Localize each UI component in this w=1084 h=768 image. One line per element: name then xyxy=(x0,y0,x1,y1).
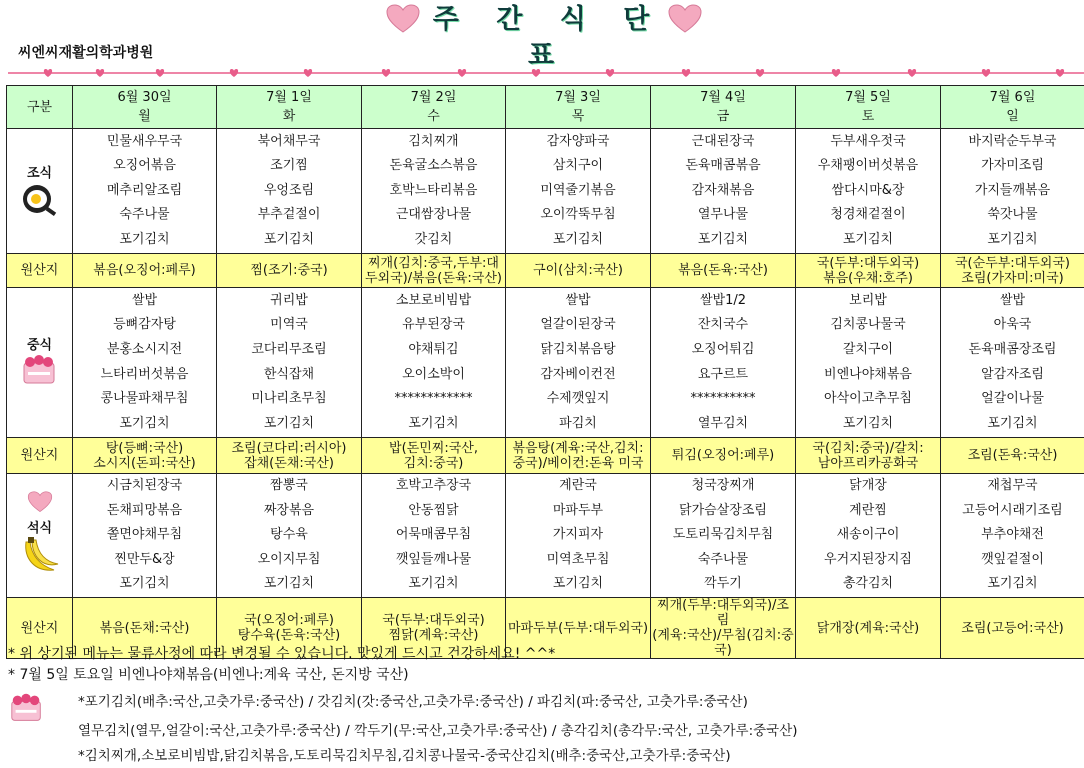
menu-item: 포기김치 xyxy=(263,576,315,592)
menu-item: 요구르트 xyxy=(697,366,749,382)
menu-item: 북어채무국 xyxy=(257,133,321,149)
heart-icon xyxy=(982,69,990,77)
menu-item: 김치찌개 xyxy=(408,133,459,149)
heart-icon xyxy=(156,69,164,77)
day-date: 7월 4일 xyxy=(700,90,746,105)
menu-item: 돈육굴소스볶음 xyxy=(389,158,478,174)
heart-icon xyxy=(1056,69,1064,77)
menu-item: 도토리묵김치무침 xyxy=(672,527,774,543)
menu-item: 포기김치 xyxy=(263,415,315,431)
heart-icon xyxy=(682,69,690,77)
menu-cell xyxy=(941,288,1084,438)
menu-item: 소보로비빔밥 xyxy=(395,292,472,308)
menu-cell xyxy=(506,129,651,254)
heart-icon xyxy=(386,4,420,34)
note-line: * 위 상기된 메뉴는 물류사정에 따라 변경될 수 있습니다. 맛있게 드시고 건강하세요! ^^* xyxy=(8,646,556,662)
menu-item: 오이소박이 xyxy=(402,366,465,382)
cake-icon xyxy=(20,353,60,387)
menu-item: 포기김치 xyxy=(408,415,459,431)
menu-cell xyxy=(362,474,506,598)
menu-item: 닭김치볶음탕 xyxy=(540,341,616,357)
day-weekday: 토 xyxy=(861,109,875,124)
origin-cell xyxy=(941,598,1084,659)
menu-item: 오징어볶음 xyxy=(113,158,176,174)
cake-icon xyxy=(8,690,46,726)
menu-item: 돈채피망볶음 xyxy=(106,502,183,518)
origin-text: 닭개장(계육:국산) xyxy=(816,620,920,636)
origin-text: 잡채(돈채:국산) xyxy=(244,455,334,471)
origin-cell xyxy=(506,254,651,288)
day-date: 7월 3일 xyxy=(555,90,601,105)
origin-text: 볶음(우채:호주) xyxy=(823,270,913,286)
heart-icon xyxy=(382,69,390,77)
origin-text: 튀김(오징어:페루) xyxy=(671,448,775,463)
menu-item: 총각김치 xyxy=(842,576,894,592)
menu-item: 찐만두&장 xyxy=(114,551,175,567)
day-weekday: 목 xyxy=(571,109,585,124)
menu-item: 메추리알조림 xyxy=(106,182,183,198)
origin-text: 탕수육(돈육:국산) xyxy=(237,628,341,643)
menu-item: 포기김치 xyxy=(263,231,315,247)
menu-item: 김치콩나물국 xyxy=(830,317,906,333)
heart-icon xyxy=(304,69,312,77)
menu-item: 숙주나물 xyxy=(119,207,170,223)
menu-item: 바지락순두부국 xyxy=(968,133,1057,149)
menu-item: 미역국 xyxy=(270,317,308,333)
origin-text: 국(순두부:대두외국) xyxy=(955,255,1070,271)
menu-item: 감자채볶음 xyxy=(691,182,755,198)
menu-item: 파김치 xyxy=(559,415,597,431)
origin-text: 마파두부(두부:대두외국) xyxy=(507,620,649,636)
banana-icon xyxy=(20,536,60,576)
menu-item: 아삭이고추무침 xyxy=(824,391,912,407)
origin-text: 조림(코다리:러시아) xyxy=(231,440,347,456)
weekly-menu-table xyxy=(6,85,1084,659)
heart-icon xyxy=(832,69,840,77)
menu-item: 포기김치 xyxy=(119,576,170,592)
breakfast-origin-row xyxy=(7,254,1084,288)
menu-cell xyxy=(651,474,796,598)
menu-item: 닭가슴살장조림 xyxy=(679,502,767,518)
menu-cell xyxy=(73,474,217,598)
menu-cell xyxy=(73,129,217,254)
heart-divider xyxy=(8,68,1084,78)
menu-item: 포기김치 xyxy=(552,231,604,247)
menu-item: 알감자조림 xyxy=(981,366,1044,382)
menu-item: 부추겉절이 xyxy=(257,207,321,223)
menu-cell xyxy=(941,129,1084,254)
menu-item: 포기김치 xyxy=(987,231,1038,247)
origin-text: 국(두부:대두외국) xyxy=(816,255,920,271)
menu-cell xyxy=(73,288,217,438)
menu-cell xyxy=(651,288,796,438)
origin-cell xyxy=(796,598,941,659)
origin-text: 볶음(돈육:국산) xyxy=(678,263,768,278)
heart-icon xyxy=(756,69,764,77)
breakfast-label: 조식 xyxy=(26,165,53,181)
origin-text: 소시지(돈피:국산) xyxy=(93,455,196,471)
menu-item: 돈육매콤장조림 xyxy=(968,341,1057,357)
menu-cell xyxy=(217,474,362,598)
note-line: *김치찌개,소보로비빔밥,닭김치볶음,도토리묵김치무침,김치콩나물국-중국산김치(배추:중국산,고춧가루:중국산) xyxy=(78,748,731,764)
breakfast-row xyxy=(7,129,1084,254)
menu-item: 우거지된장지짐 xyxy=(824,551,912,567)
lunch-label: 중식 xyxy=(26,338,53,353)
origin-cell xyxy=(651,254,796,288)
page-title: 주 간 식 단 표 xyxy=(432,4,664,71)
menu-cell xyxy=(941,474,1084,598)
origin-cell xyxy=(651,438,796,474)
origin-cell xyxy=(217,254,362,288)
day-weekday: 화 xyxy=(282,109,296,124)
menu-cell xyxy=(362,129,506,254)
menu-item: 포기김치 xyxy=(408,576,459,592)
menu-item: 아욱국 xyxy=(993,317,1032,333)
menu-item: 느타리버섯볶음 xyxy=(100,366,189,382)
origin-cell xyxy=(941,254,1084,288)
origin-text: 김치:중국) xyxy=(403,455,464,471)
origin-cell xyxy=(73,438,217,474)
origin-cell xyxy=(796,438,941,474)
menu-item: 우채팽이버섯볶음 xyxy=(817,158,919,174)
day-header xyxy=(506,86,651,129)
menu-item: 조기찜 xyxy=(270,158,308,174)
origin-cell xyxy=(362,254,506,288)
day-weekday: 금 xyxy=(716,109,730,124)
origin-label: 원산지 xyxy=(7,598,73,659)
header-row xyxy=(7,86,1084,129)
menu-item: 시금치된장국 xyxy=(106,478,183,494)
menu-item: ********** xyxy=(690,391,756,407)
menu-item: 열무나물 xyxy=(697,207,749,223)
menu-item: 쌀밥 xyxy=(565,292,591,308)
menu-item: 오이지무침 xyxy=(257,551,321,567)
origin-text: 조림(고등어:국산) xyxy=(961,620,1064,636)
menu-item: 포기김치 xyxy=(119,231,170,247)
menu-item: 분홍소시지전 xyxy=(106,341,183,357)
day-header xyxy=(796,86,941,129)
menu-item: 깻잎겉절이 xyxy=(981,551,1044,567)
heart-icon xyxy=(458,69,466,77)
heart-icon xyxy=(606,69,614,77)
menu-item: 오이깍뚝무침 xyxy=(540,207,616,223)
menu-cell xyxy=(796,288,941,438)
menu-item: 열무김치 xyxy=(697,415,749,431)
menu-item: 얼갈이나물 xyxy=(981,391,1044,407)
menu-item: 포기김치 xyxy=(987,576,1038,592)
note-line: * 7월 5일 토요일 비엔나야채볶음(비엔나:계육 국산, 돈지방 국산) xyxy=(8,667,409,683)
menu-cell xyxy=(651,129,796,254)
menu-item: 잔치국수 xyxy=(697,317,749,333)
menu-item: 삼치구이 xyxy=(552,158,604,174)
menu-item: 깍두기 xyxy=(704,576,742,592)
menu-item: 쌈다시마&장 xyxy=(831,182,905,198)
menu-item: 근대된장국 xyxy=(691,133,755,149)
origin-text: 탕(등뼈:국산) xyxy=(105,440,184,456)
menu-item: 깻잎들깨나물 xyxy=(395,551,472,567)
origin-text: (계육:국산)/무침(김치:중국) xyxy=(652,628,794,658)
menu-item: 콩나물파채무침 xyxy=(100,391,189,407)
menu-item: 미나리초무침 xyxy=(251,391,327,407)
origin-text: 구이(삼치:국산) xyxy=(533,263,623,278)
menu-item: 두부새우젓국 xyxy=(830,133,906,149)
origin-text: 국(두부:대두외국) xyxy=(382,613,485,628)
heart-icon xyxy=(230,69,238,77)
menu-item: 쌀밥1/2 xyxy=(699,292,747,308)
origin-text: 찜닭(계육:국산) xyxy=(388,628,479,643)
menu-cell xyxy=(362,288,506,438)
note-line: *포기김치(배추:국산,고춧가루:중국산) / 갓김치(갓:중국산,고춧가루:중국산) / 파김치(파:중국산, 고춧가루:중국산) xyxy=(78,694,748,710)
origin-label: 원산지 xyxy=(7,438,73,474)
day-date: 7월 6일 xyxy=(989,90,1036,105)
note-line: 열무김치(열무,얼갈이:국산,고춧가루:중국산) / 깍두기(무:국산,고춧가루:중국산) / 총각김치(총각무:국산, 고춧가루:중국산) xyxy=(78,723,798,739)
origin-text: 볶음탕(계육:국산,김치: xyxy=(512,440,644,456)
menu-item: 돈육매콤볶음 xyxy=(685,158,761,174)
heart-icon xyxy=(668,4,702,34)
menu-item: 미역초무침 xyxy=(546,551,610,567)
menu-item: 우엉조림 xyxy=(263,182,315,198)
menu-item: 포기김치 xyxy=(987,415,1038,431)
menu-item: 청경채겉절이 xyxy=(830,207,906,223)
hospital-name: 씨엔씨재활의학과병원 xyxy=(18,45,154,61)
origin-text: 두외국)/볶음(돈육:국산) xyxy=(365,270,502,286)
origin-text: 찌개(김치:중국,두부:대 xyxy=(368,255,499,271)
day-date: 7월 1일 xyxy=(266,90,312,105)
fried-egg-pan-icon xyxy=(20,181,60,217)
menu-item: 어묵매콤무침 xyxy=(395,527,472,543)
menu-item: 포기김치 xyxy=(552,576,604,592)
menu-item: 계란찜 xyxy=(849,502,887,518)
menu-item: ************ xyxy=(394,391,473,407)
menu-item: 근대쌈장나물 xyxy=(395,207,472,223)
menu-item: 코다리무조림 xyxy=(251,341,327,357)
menu-item: 유부된장국 xyxy=(402,317,465,333)
menu-item: 포기김치 xyxy=(842,415,894,431)
origin-text: 볶음(돈채:국산) xyxy=(99,620,190,636)
menu-item: 포기김치 xyxy=(697,231,749,247)
origin-text: 조림(돈육:국산) xyxy=(967,448,1058,463)
menu-item: 짬뽕국 xyxy=(270,478,308,494)
origin-cell xyxy=(362,438,506,474)
menu-item: 고등어시래기조림 xyxy=(962,502,1063,518)
menu-item: 귀리밥 xyxy=(270,292,308,308)
menu-cell xyxy=(506,288,651,438)
origin-cell xyxy=(796,254,941,288)
lunch-origin-row xyxy=(7,438,1084,474)
heart-icon xyxy=(908,69,916,77)
menu-item: 야채튀김 xyxy=(408,341,459,357)
menu-item: 안동찜닭 xyxy=(408,502,459,518)
origin-text: 중국)/베이컨:돈육 미국 xyxy=(512,455,644,471)
menu-cell xyxy=(796,474,941,598)
day-header xyxy=(651,86,796,129)
origin-cell xyxy=(941,438,1084,474)
day-date: 7월 2일 xyxy=(410,90,457,105)
menu-item: 닭개장 xyxy=(849,478,887,494)
menu-item: 감자베이컨전 xyxy=(540,366,616,382)
menu-item: 호박고추장국 xyxy=(395,478,472,494)
menu-item: 짜장볶음 xyxy=(263,502,315,518)
day-weekday: 일 xyxy=(1006,109,1019,124)
menu-item: 부추야채전 xyxy=(981,527,1044,543)
menu-item: 재첩무국 xyxy=(987,478,1038,494)
lunch-label-cell xyxy=(7,288,73,438)
origin-cell xyxy=(506,438,651,474)
menu-item: 등뼈감자탕 xyxy=(113,317,176,333)
menu-item: 쫄면야채무침 xyxy=(106,527,183,543)
menu-item: 얼갈이된장국 xyxy=(540,317,616,333)
day-date: 6월 30일 xyxy=(117,90,172,105)
menu-item: 숙주나물 xyxy=(697,551,749,567)
origin-cell xyxy=(651,598,796,659)
menu-item: 민물새우무국 xyxy=(106,133,183,149)
origin-text: 남아프리카공화국 xyxy=(817,455,919,471)
origin-text: 볶음(오징어:페루) xyxy=(93,263,196,278)
menu-cell xyxy=(217,129,362,254)
heart-icon xyxy=(96,69,104,77)
menu-item: 쑥갓나물 xyxy=(987,207,1038,223)
menu-item: 비엔나야채볶음 xyxy=(824,366,912,382)
menu-item: 계란국 xyxy=(559,478,597,494)
menu-item: 수제깻잎지 xyxy=(546,391,610,407)
menu-item: 미역줄기볶음 xyxy=(540,182,616,198)
origin-text: 조림(가자미:미국) xyxy=(961,270,1064,286)
origin-cell xyxy=(217,438,362,474)
menu-item: 갈치구이 xyxy=(842,341,894,357)
day-header xyxy=(941,86,1084,129)
menu-item: 가지들깨볶음 xyxy=(974,182,1051,198)
menu-item: 청국장찌개 xyxy=(691,478,755,494)
day-date: 7월 5일 xyxy=(845,90,891,105)
heart-icon xyxy=(44,69,52,77)
origin-label: 원산지 xyxy=(7,254,73,288)
heart-icon xyxy=(532,69,540,77)
menu-item: 오징어튀김 xyxy=(691,341,755,357)
day-weekday: 월 xyxy=(138,109,151,124)
menu-item: 가자미조림 xyxy=(981,158,1044,174)
menu-cell xyxy=(217,288,362,438)
origin-cell xyxy=(73,254,217,288)
menu-item: 보리밥 xyxy=(849,292,887,308)
menu-cell xyxy=(506,474,651,598)
menu-item: 갓김치 xyxy=(414,231,453,247)
menu-item: 호박느타리볶음 xyxy=(389,182,478,198)
dinner-label: 석식 xyxy=(26,521,53,536)
menu-item: 포기김치 xyxy=(119,415,170,431)
menu-item: 쌀밥 xyxy=(131,292,158,308)
origin-text: 찜(조기:중국) xyxy=(250,263,328,278)
day-header xyxy=(73,86,217,129)
dinner-row xyxy=(7,474,1084,598)
day-header xyxy=(362,86,506,129)
header-label: 구분 xyxy=(7,86,73,129)
day-weekday: 수 xyxy=(427,109,440,124)
menu-item: 쌀밥 xyxy=(999,292,1026,308)
origin-text: 밥(돈민찌:국산, xyxy=(389,440,478,456)
menu-item: 가지피자 xyxy=(552,527,604,543)
lunch-row xyxy=(7,288,1084,438)
heart-icon xyxy=(27,491,53,513)
origin-text: 국(김치:중국)/갈치: xyxy=(812,440,924,456)
menu-item: 새송이구이 xyxy=(836,527,900,543)
menu-item: 한식잡채 xyxy=(263,366,315,382)
menu-cell xyxy=(796,129,941,254)
origin-text: 찌개(두부:대두외국)/조림 xyxy=(657,598,789,628)
menu-item: 감자양파국 xyxy=(546,133,610,149)
menu-item: 탕수육 xyxy=(270,527,308,543)
origin-text: 국(오징어:페루) xyxy=(244,613,334,628)
menu-item: 포기김치 xyxy=(842,231,894,247)
menu-item: 마파두부 xyxy=(552,502,604,518)
day-header xyxy=(217,86,362,129)
breakfast-label-cell xyxy=(7,129,73,254)
dinner-label-cell xyxy=(7,474,73,598)
